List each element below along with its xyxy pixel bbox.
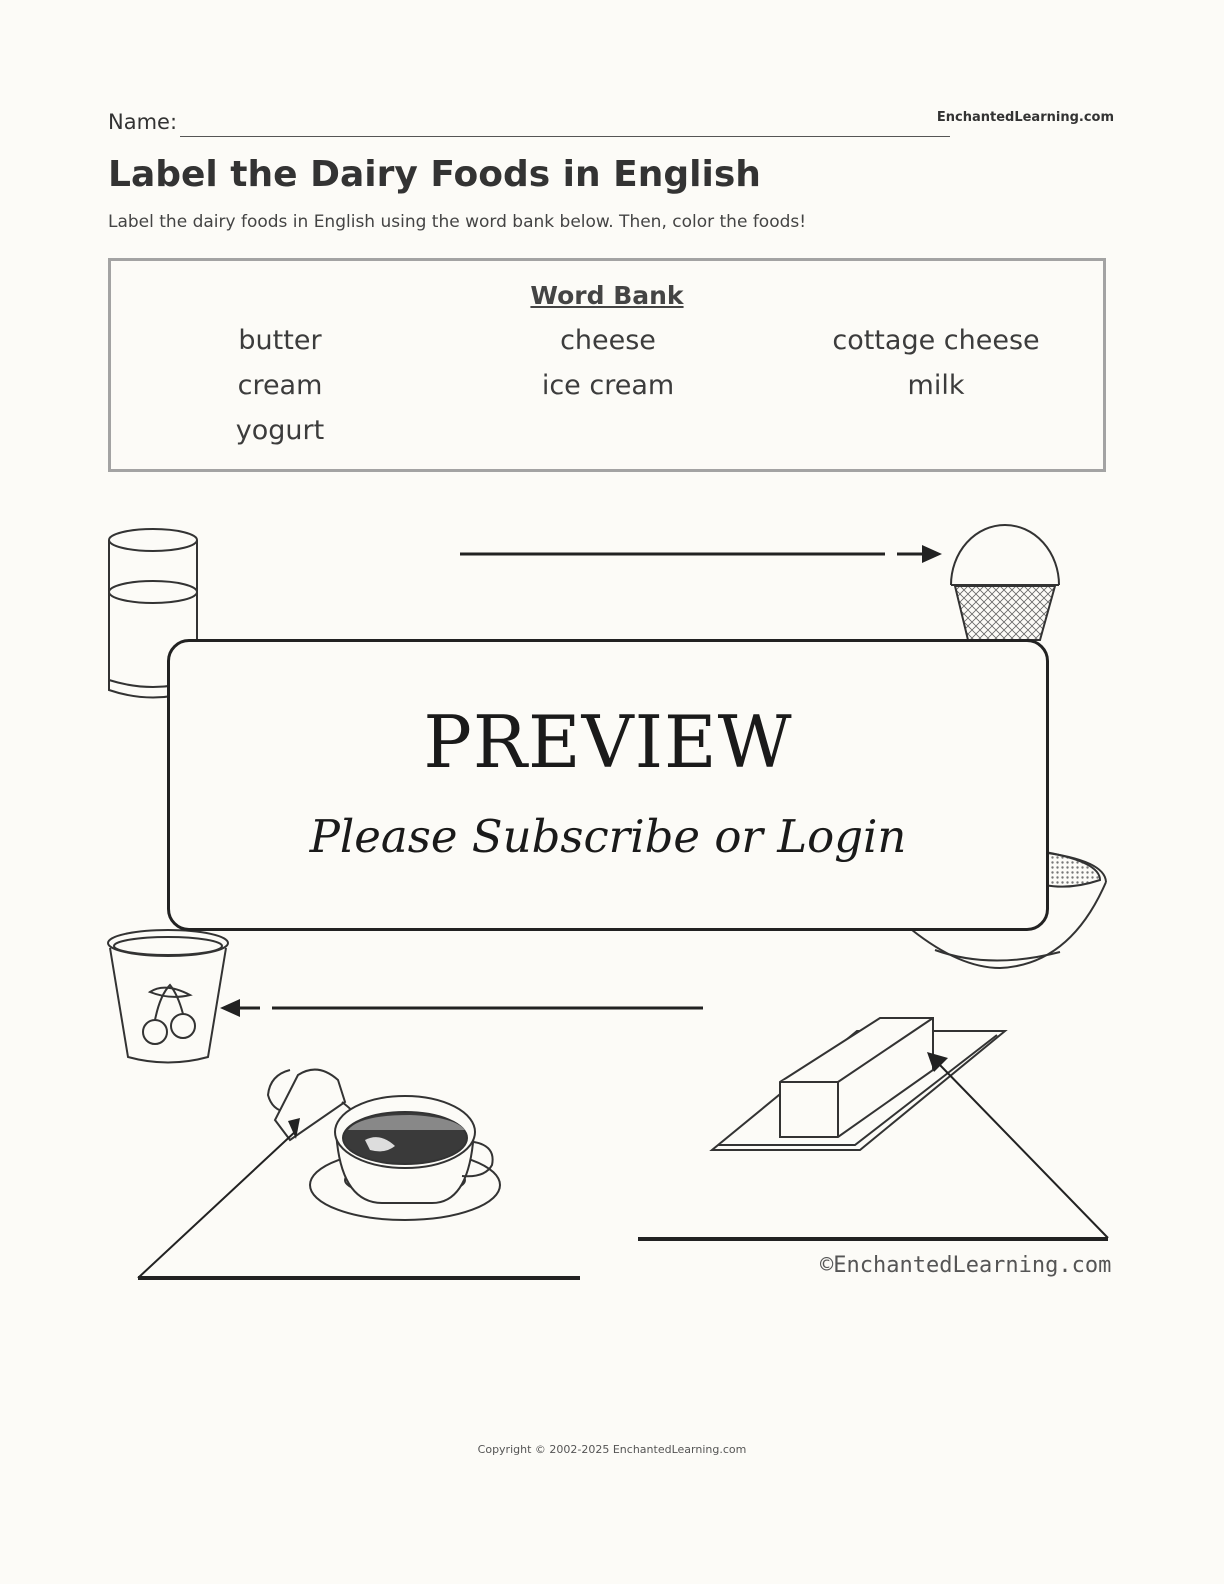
- word-bank-word: ice cream: [541, 370, 675, 401]
- word-bank-word: milk: [907, 370, 965, 401]
- cream-and-coffee: [268, 1070, 500, 1220]
- word-bank-word: butter: [238, 325, 322, 356]
- word-bank-word: yogurt: [235, 415, 325, 446]
- word-bank-title: Word Bank: [530, 281, 684, 310]
- name-line: [180, 136, 950, 137]
- page-title: Label the Dairy Foods in English: [108, 154, 761, 195]
- word-bank-word: cheese: [560, 325, 656, 356]
- label-arrow-milk: [460, 545, 942, 563]
- preview-overlay[interactable]: [167, 639, 1049, 931]
- instructions: Label the dairy foods in English using the word bank below. Then, color the foods!: [108, 212, 807, 232]
- footer-copyright: Copyright © 2002-2025 EnchantedLearning.com: [477, 1443, 747, 1456]
- word-bank-word: cottage cheese: [832, 325, 1040, 356]
- subscribe-login-prompt[interactable]: Please Subscribe or Login: [309, 810, 907, 863]
- butter-stick: [712, 1018, 1005, 1150]
- word-bank: [108, 258, 1106, 472]
- name-label: Name:: [108, 110, 178, 134]
- word-bank-word: cream: [237, 370, 323, 401]
- label-arrow-yogurt: [220, 999, 703, 1017]
- preview-title: PREVIEW: [423, 700, 793, 784]
- yogurt-cup: [108, 930, 228, 1063]
- site-name[interactable]: EnchantedLearning.com: [936, 110, 1114, 125]
- ice-cream-cone: [951, 525, 1059, 640]
- illustration-copyright: ©EnchantedLearning.com: [820, 1253, 1112, 1278]
